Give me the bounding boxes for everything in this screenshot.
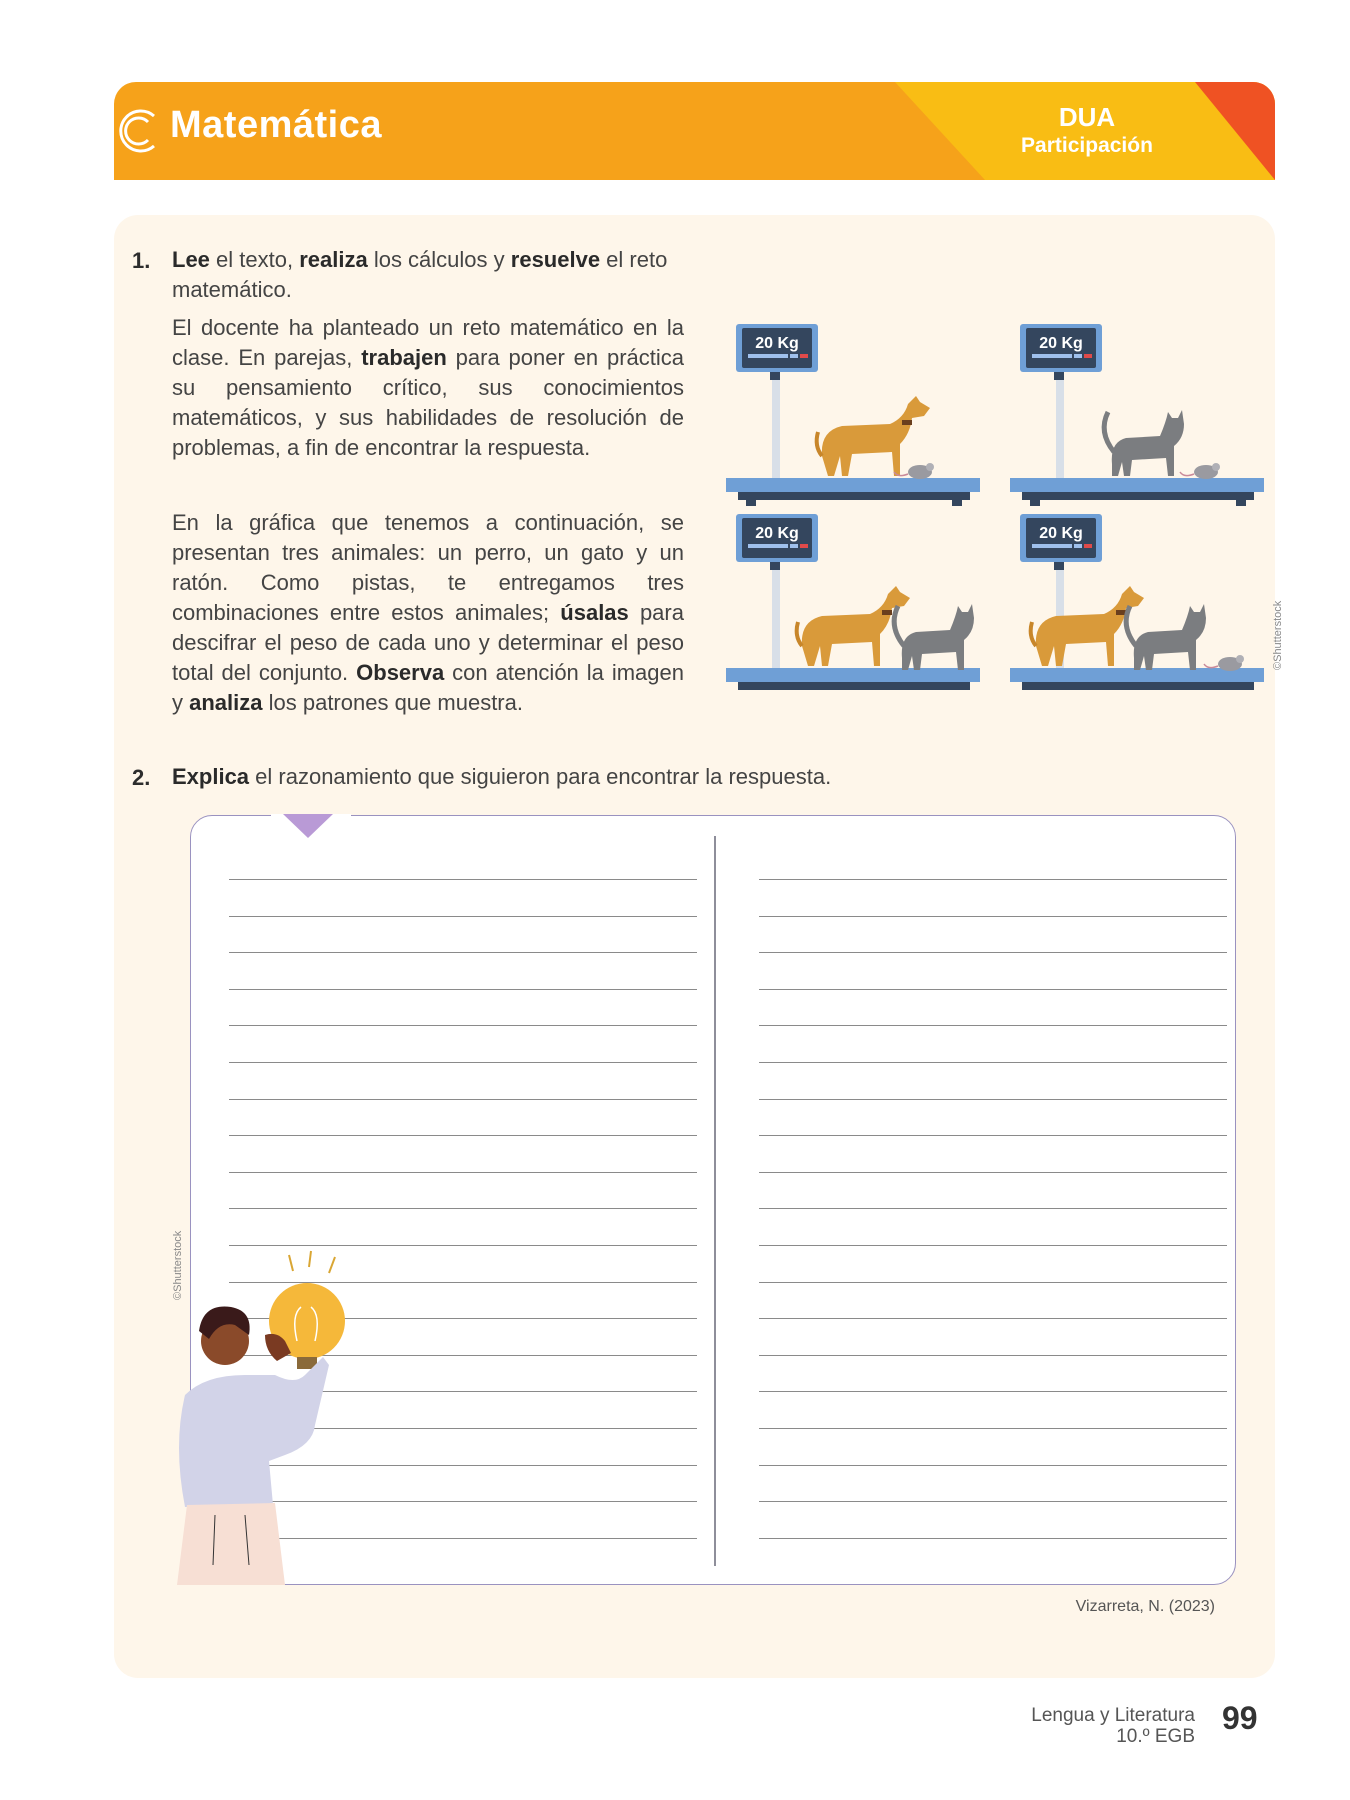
answer-line[interactable]	[229, 1099, 697, 1100]
scale-2-reading: 20 Kg	[1039, 335, 1083, 352]
scale-2-mouse-icon	[1180, 463, 1220, 479]
scale-2-cat-icon	[1104, 410, 1184, 476]
answer-line[interactable]	[759, 1025, 1227, 1026]
answer-line[interactable]	[759, 1282, 1227, 1283]
scale-1-reading: 20 Kg	[755, 335, 799, 352]
answer-line[interactable]	[229, 1135, 697, 1136]
answer-line[interactable]	[229, 879, 697, 880]
section-title: Matemática	[170, 104, 382, 146]
answer-line[interactable]	[759, 1245, 1227, 1246]
answer-line[interactable]	[759, 1208, 1227, 1209]
task-2-number: 2.	[132, 765, 151, 790]
source-citation: Vizarreta, N. (2023)	[1075, 1598, 1215, 1615]
answer-line[interactable]	[759, 1135, 1227, 1136]
task-1-paragraph-2: En la gráfica que tenemos a continuación, se presentan tres animales: un perro, un gato y un ratón. Como pistas, te entregamos tres combinaciones entre estos animales; úsalas para descifrar el peso de cada uno y determinar el peso total del conjunto. Observa con atención la imagen y analiza los patrones que muestra.	[172, 510, 684, 715]
answer-line[interactable]	[759, 916, 1227, 917]
section-header	[114, 82, 1275, 180]
answer-line[interactable]	[759, 1318, 1227, 1319]
answer-line[interactable]	[759, 1501, 1227, 1502]
footer-subject-grade	[985, 1705, 1195, 1747]
scale-3-reading: 20 Kg	[755, 525, 799, 542]
page-number: 99	[1222, 1700, 1258, 1736]
illustration-credit: ©Shutterstock	[172, 1230, 184, 1300]
answer-line[interactable]	[229, 1025, 697, 1026]
answer-line[interactable]	[229, 952, 697, 953]
scale-4-reading: 20 Kg	[1039, 525, 1083, 542]
answer-line[interactable]	[229, 989, 697, 990]
scale-4-cat-icon	[1126, 604, 1206, 670]
answer-line[interactable]	[229, 1172, 697, 1173]
answer-line[interactable]	[759, 989, 1227, 990]
answer-line[interactable]	[759, 952, 1227, 953]
scale-1-dog-icon	[817, 396, 930, 476]
answer-line[interactable]	[759, 1172, 1227, 1173]
answer-line[interactable]	[759, 1355, 1227, 1356]
scales-illustration	[720, 310, 1280, 690]
footer-subject: Lengua y Literatura	[1031, 1705, 1195, 1726]
answer-line[interactable]	[759, 1538, 1227, 1539]
answer-line[interactable]	[229, 1062, 697, 1063]
answer-line[interactable]	[759, 879, 1227, 880]
task-1-paragraph-1: El docente ha planteado un reto matemático en la clase. En parejas, trabajen para poner en práctica su pensamiento crítico, sus conocimientos matemáticos, y sus habilidades de resolución de problemas, a fin de encontrar la respuesta.	[172, 315, 684, 460]
answer-lines-right[interactable]	[759, 879, 1227, 1574]
column-divider	[714, 836, 716, 1566]
dua-badge-title: DUA	[1058, 102, 1116, 132]
subject-logo-icon	[114, 104, 166, 158]
answer-line[interactable]	[229, 1208, 697, 1209]
answer-line[interactable]	[759, 1465, 1227, 1466]
dua-badge-subtitle: Participación	[1021, 134, 1153, 157]
task-1-instruction: Lee el texto, realiza los cálculos y resuelve el reto matemático.	[172, 247, 668, 302]
answer-line[interactable]	[759, 1391, 1227, 1392]
pointer-triangle-icon	[283, 814, 333, 840]
answer-line[interactable]	[759, 1099, 1227, 1100]
answer-line[interactable]	[759, 1428, 1227, 1429]
girl-with-lightbulb-illustration	[165, 1245, 375, 1585]
footer-grade: 10.º EGB	[1116, 1726, 1195, 1747]
image-credit: ©Shutterstock	[1272, 600, 1284, 670]
scale-3-cat-icon	[894, 604, 974, 670]
answer-line[interactable]	[229, 916, 697, 917]
answer-line[interactable]	[759, 1062, 1227, 1063]
task-2-instruction: Explica el razonamiento que siguieron para encontrar la respuesta.	[172, 764, 832, 789]
task-1-number: 1.	[132, 248, 151, 273]
